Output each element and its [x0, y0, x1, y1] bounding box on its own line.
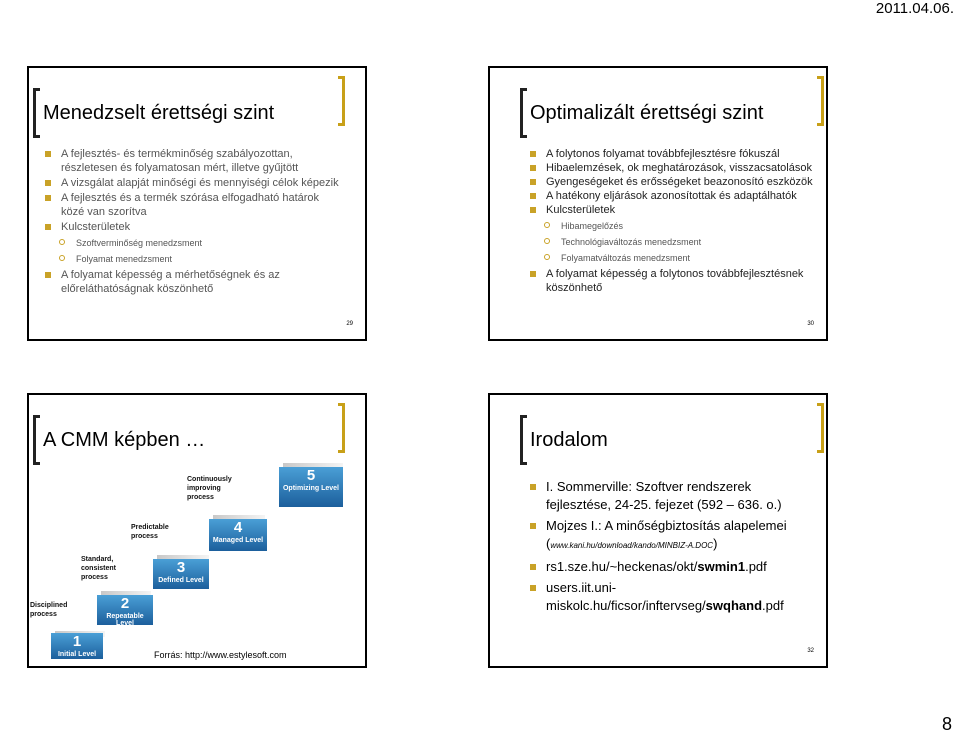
list-item: Gyengeségeket és erősségeket beazonosító eszközök [528, 175, 818, 189]
process-label: Predictable process [131, 524, 169, 540]
list-item: A folyamat képesség a mérhetőségnek és az előreláthatóságnak köszönhető [43, 268, 343, 296]
slide-30 [488, 66, 828, 341]
slide-title: Optimalizált érettségi szint [530, 102, 764, 124]
list-item: A fejlesztés- és termékminőség szabályozottan, részletesen és folyamatosan mért, illetve gyűjtött [43, 147, 343, 175]
list-item: A fejlesztés és a termék szórása elfogadható határok közé van szorítva [43, 191, 343, 219]
sub-list-item: Szoftverminőség menedzsment [43, 236, 343, 250]
slide-cmm [27, 393, 367, 668]
level-1-step: 1 Initial Level [51, 633, 103, 659]
left-bracket-icon [520, 415, 527, 465]
level-2-step: 2 Repeatable Level [97, 595, 153, 625]
sub-list-item: Hibamegelőzés [528, 219, 818, 233]
list-item: A vizsgálat alapját minőségi és mennyiségi célok képezik [43, 176, 343, 190]
sub-list-item: Technológiaváltozás menedzsment [528, 235, 818, 249]
bullet-list [43, 147, 343, 297]
slide-title: Menedzselt érettségi szint [43, 102, 275, 124]
print-date: 2011.04.06. [875, 0, 954, 17]
slide-number: 30 [807, 321, 814, 327]
page-number: 8 [941, 714, 952, 734]
source-caption: Forrás: http://www.estylesoft.com [154, 650, 287, 660]
list-item: Mojzes I.: A minőségbiztosítás alapelemei (www.kani.hu/download/kando/MINBIZ-A.DOC) [528, 517, 818, 555]
right-bracket-icon [338, 403, 345, 453]
list-item: A folyamat képesség a folytonos továbbfejlesztésnek köszönhető [528, 267, 818, 295]
list-item: A hatékony eljárások azonosítottak és adaptálhatók [528, 189, 818, 203]
slide-title: A CMM képben … [43, 429, 206, 451]
slide-number: 32 [807, 648, 814, 654]
bullet-list [528, 147, 818, 295]
list-item: A folytonos folyamat továbbfejlesztésre fókuszál [528, 147, 818, 161]
right-bracket-icon [817, 76, 824, 126]
reference-list [528, 478, 818, 618]
level-3-step: 3 Defined Level [153, 559, 209, 589]
left-bracket-icon [33, 88, 40, 138]
slide-29 [27, 66, 367, 341]
list-item: Kulcsterületek [528, 203, 818, 217]
process-label: Standard, consistent process [81, 556, 117, 581]
list-item: Kulcsterületek [43, 220, 343, 234]
sub-list-item: Folyamat menedzsment [43, 252, 343, 266]
slide-32 [488, 393, 828, 668]
left-bracket-icon [520, 88, 527, 138]
right-bracket-icon [338, 76, 345, 126]
list-item: Hibaelemzések, ok meghatározások, visszacsatolások [528, 161, 818, 175]
slide-title: Irodalom [530, 429, 608, 451]
list-item: I. Sommerville: Szoftver rendszerek fejlesztése, 24-25. fejezet (592 – 636. o.) [528, 478, 818, 514]
process-label: Disciplined process [30, 602, 68, 618]
slide-number: 29 [346, 321, 353, 327]
reference-link: www.kani.hu/download/kando/MINBIZ-A.DOC [550, 541, 714, 550]
level-5-step: 5 Optimizing Level [279, 467, 343, 507]
sub-list-item: Folyamatváltozás menedzsment [528, 251, 818, 265]
left-bracket-icon [33, 415, 40, 465]
list-item: rs1.sze.hu/~heckenas/okt/swmin1.pdf [528, 558, 818, 576]
process-label: Continuously improving process [187, 476, 232, 501]
level-4-step: 4 Managed Level [209, 519, 267, 551]
list-item: users.iit.uni-miskolc.hu/ficsor/inftervseg/swqhand.pdf [528, 579, 818, 615]
right-bracket-icon [817, 403, 824, 453]
